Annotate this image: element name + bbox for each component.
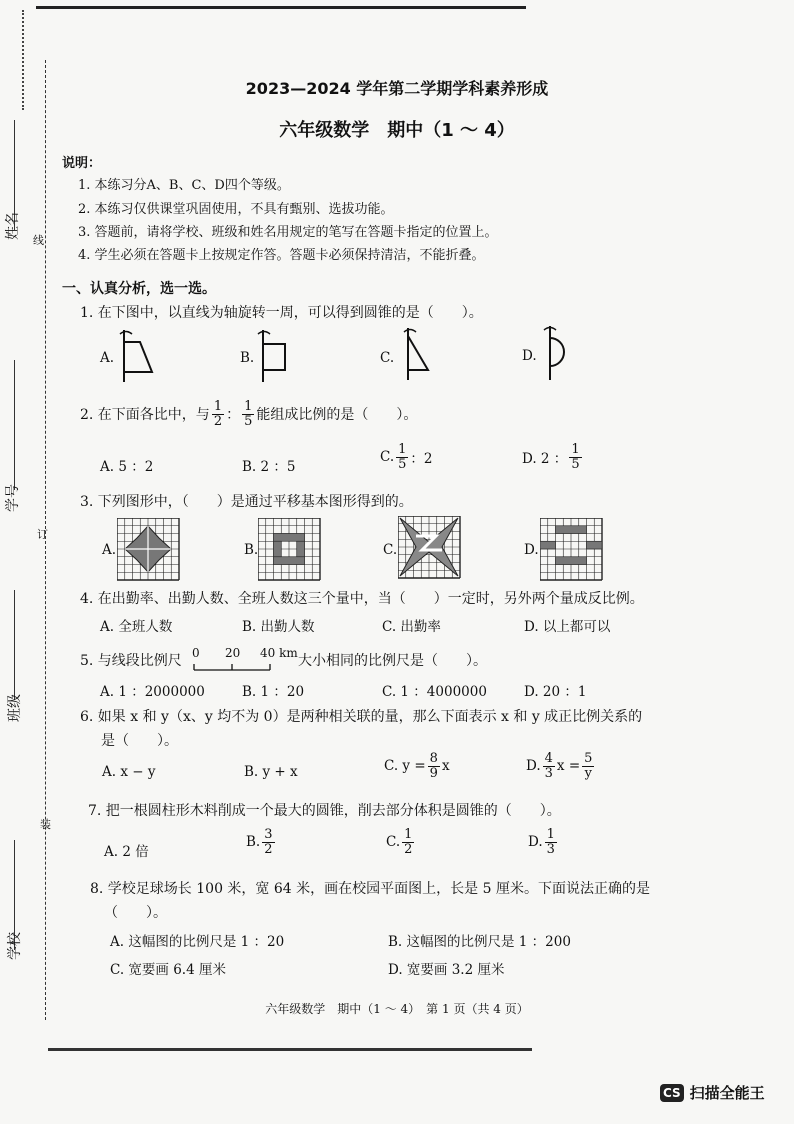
q2-option-c-prefix: C. [380, 449, 395, 466]
q1-figure-triangle [392, 326, 452, 384]
q3-figure-d-grid [540, 518, 604, 582]
q1-figure-rectangle [252, 328, 312, 386]
q7-option-b [246, 828, 277, 856]
q6-option-c-fraction [428, 752, 440, 780]
q3-option-b-label: B. [244, 542, 259, 558]
q7-option-c-prefix: C. [386, 834, 401, 851]
q7-option-b-prefix: B. [246, 834, 261, 851]
q6-option-c-prefix: C. y = [384, 758, 426, 775]
binding-mark-line: 线 [33, 234, 44, 247]
q8-option-b: B. 这幅图的比例尺是 1 ：200 [388, 934, 571, 950]
q2-option-c-num: 1 [398, 442, 407, 457]
q1-option-b-label: B. [240, 350, 255, 366]
id-field-label: 学号 [5, 484, 21, 512]
q6-option-c-num: 8 [429, 751, 438, 766]
note-item: 2. 本练习仅供课堂巩固使用，不具有甄别、选拔功能。 [78, 202, 394, 217]
q6-stem-line2: 是（ ）。 [101, 733, 178, 749]
q2-colon: ： [226, 407, 241, 424]
scan-top-edge [36, 6, 526, 9]
q1-figure-semicircle [534, 324, 594, 382]
q1-figure-trapezoid [112, 328, 172, 386]
q7-option-c-den: 2 [404, 841, 413, 857]
q6-option-d-middle: x = [556, 758, 581, 775]
q2-stem [80, 400, 417, 428]
q4-stem: 4. 在出勤率、出勤人数、全班人数这三个量中，当（ ）一定时，另外两个量成反比例。 [80, 591, 644, 607]
q2-option-c-suffix: ：2 [410, 451, 433, 468]
q2-fraction-2-den: 5 [244, 413, 253, 429]
q3-option-a-label: A. [102, 542, 117, 558]
q6-option-d-num-1: 4 [544, 751, 553, 766]
q3-option-d-label: D. [524, 542, 539, 558]
note-item: 4. 学生必须在答题卡上按规定作答。答题卡必须保持清洁，不能折叠。 [78, 248, 485, 263]
scanner-logo-icon: CS [660, 1084, 684, 1102]
q7-option-b-fraction [262, 828, 274, 856]
q6-option-c [384, 752, 450, 780]
q6-option-d-den-1: 3 [544, 765, 553, 781]
q4-option-c: C. 出勤率 [382, 619, 441, 635]
q2-fraction-2-num: 1 [244, 399, 253, 414]
q8-option-d: D. 宽要画 3.2 厘米 [388, 962, 505, 978]
q2-option-d-den: 5 [571, 456, 580, 472]
notes-label: 说明： [62, 156, 102, 171]
q3-option-c-label: C. [383, 542, 398, 558]
q7-option-c-num: 1 [404, 827, 413, 842]
q8-stem-line2: （ ）。 [104, 905, 167, 921]
q6-stem: 6. 如果 x 和 y（x、y 均不为 0）是两种相关联的量，那么下面表示 x 和 y 成正比例关系的 [80, 709, 643, 725]
q7-stem: 7. 把一根圆柱形木料削成一个最大的圆锥，削去部分体积是圆锥的（ ）。 [88, 803, 561, 819]
q6-option-c-suffix: x [441, 758, 450, 775]
q2-fraction-1-num: 1 [213, 399, 223, 414]
q6-option-d-fraction-1 [543, 752, 555, 780]
q2-stem-prefix: 2. 在下面各比中，与 [80, 407, 210, 424]
class-field-label: 班级 [7, 694, 23, 722]
q1-option-a-label: A. [100, 350, 115, 366]
q3-stem: 3. 下列图形中，（ ）是通过平移基本图形得到的。 [80, 494, 413, 510]
q8-option-a: A. 这幅图的比例尺是 1 ：20 [110, 934, 285, 950]
q7-option-d-num: 1 [546, 827, 555, 842]
q6-option-c-den: 9 [429, 765, 438, 781]
q7-option-d-den: 3 [546, 841, 555, 857]
id-underline [14, 360, 15, 490]
q5-option-b: B. 1 ：20 [242, 684, 305, 700]
q7-option-d-prefix: D. [528, 834, 543, 851]
binding-mark-ding: 订 [37, 528, 48, 541]
q5-stem-prefix: 5. 与线段比例尺 [80, 653, 182, 669]
q1-option-c-label: C. [380, 350, 395, 366]
q2-stem-suffix: 能组成比例的是（ ）。 [256, 407, 418, 424]
q2-option-d-num: 1 [571, 442, 580, 457]
page-footer: 六年级数学 期中（1 ～ 4） 第 1 页（共 4 页） [265, 1002, 529, 1016]
q6-option-b: B. y + x [244, 764, 298, 780]
name-field-label: 姓名 [5, 212, 21, 240]
q5-option-d: D. 20 ：1 [524, 684, 587, 700]
q7-option-d-fraction [545, 828, 557, 856]
q3-figure-b-grid [258, 518, 322, 582]
scanner-brand-text: 扫描全能王 [689, 1084, 765, 1102]
q2-option-c-fraction [396, 443, 408, 471]
q3-figure-c-grid [398, 516, 462, 580]
q2-option-d-fraction [569, 443, 581, 471]
q2-option-d-prefix: D. 2 ： [522, 451, 568, 468]
q2-option-a: A. 5 ：2 [100, 459, 154, 475]
q6-option-d-prefix: D. [526, 758, 541, 775]
q6-option-a: A. x − y [102, 764, 156, 780]
q5-option-a: A. 1 ：2000000 [100, 684, 205, 700]
exam-title: 2023—2024 学年第二学期学科素养形成 [245, 79, 549, 98]
q7-option-d [528, 828, 559, 856]
q8-option-c: C. 宽要画 6.4 厘米 [110, 962, 226, 978]
q5-scale-20: 20 [225, 646, 241, 660]
q4-option-d: D. 以上都可以 [524, 619, 611, 635]
q1-stem: 1. 在下图中，以直线为轴旋转一周，可以得到圆锥的是（ ）。 [80, 305, 483, 321]
q7-option-b-den: 2 [264, 841, 273, 857]
q2-fraction-1-den: 2 [213, 413, 223, 429]
class-underline [14, 590, 15, 700]
q5-option-c: C. 1 ：4000000 [382, 684, 487, 700]
q5-scale-0: 0 [192, 646, 200, 660]
q2-fraction-2 [242, 400, 254, 428]
q4-option-b: B. 出勤人数 [242, 619, 315, 635]
scanner-watermark [660, 1082, 765, 1103]
q2-option-c [380, 443, 433, 471]
note-item: 1. 本练习分A、B、C、D四个等级。 [78, 178, 290, 193]
q7-option-c-fraction [402, 828, 414, 856]
q6-option-d-num-2: 5 [584, 751, 593, 766]
exam-subtitle: 六年级数学 期中（1 ～ 4） [279, 120, 515, 141]
q2-option-b: B. 2 ：5 [242, 459, 296, 475]
school-field-label: 学校 [7, 932, 23, 960]
q2-option-c-den: 5 [398, 456, 407, 472]
q1-option-d-label: D. [522, 348, 537, 364]
section-heading: 一、认真分析，选一选。 [62, 281, 216, 297]
q7-option-c [386, 828, 416, 856]
q4-option-a: A. 全班人数 [100, 619, 173, 635]
q2-option-d [522, 443, 584, 471]
binding-mark-zhuang: 装 [40, 818, 51, 831]
scan-bottom-edge [48, 1048, 532, 1051]
q7-option-a: A. 2 倍 [104, 844, 149, 860]
q5-scale-40km: 40 km [260, 646, 298, 660]
q6-option-d-den-2: y [584, 765, 592, 781]
q3-figure-a-grid [117, 518, 181, 582]
q2-fraction-1 [212, 400, 224, 428]
q7-option-b-num: 3 [264, 827, 273, 842]
q6-option-d-fraction-2 [582, 752, 594, 780]
q5-stem-suffix: 大小相同的比例尺是（ ）。 [298, 653, 487, 669]
note-item: 3. 答题前，请将学校、班级和姓名用规定的笔写在答题卡指定的位置上。 [78, 225, 498, 240]
q8-stem: 8. 学校足球场长 100 米，宽 64 米，画在校园平面图上，长是 5 厘米。下面说法正确的是 [90, 881, 650, 897]
q6-option-d [526, 752, 596, 780]
